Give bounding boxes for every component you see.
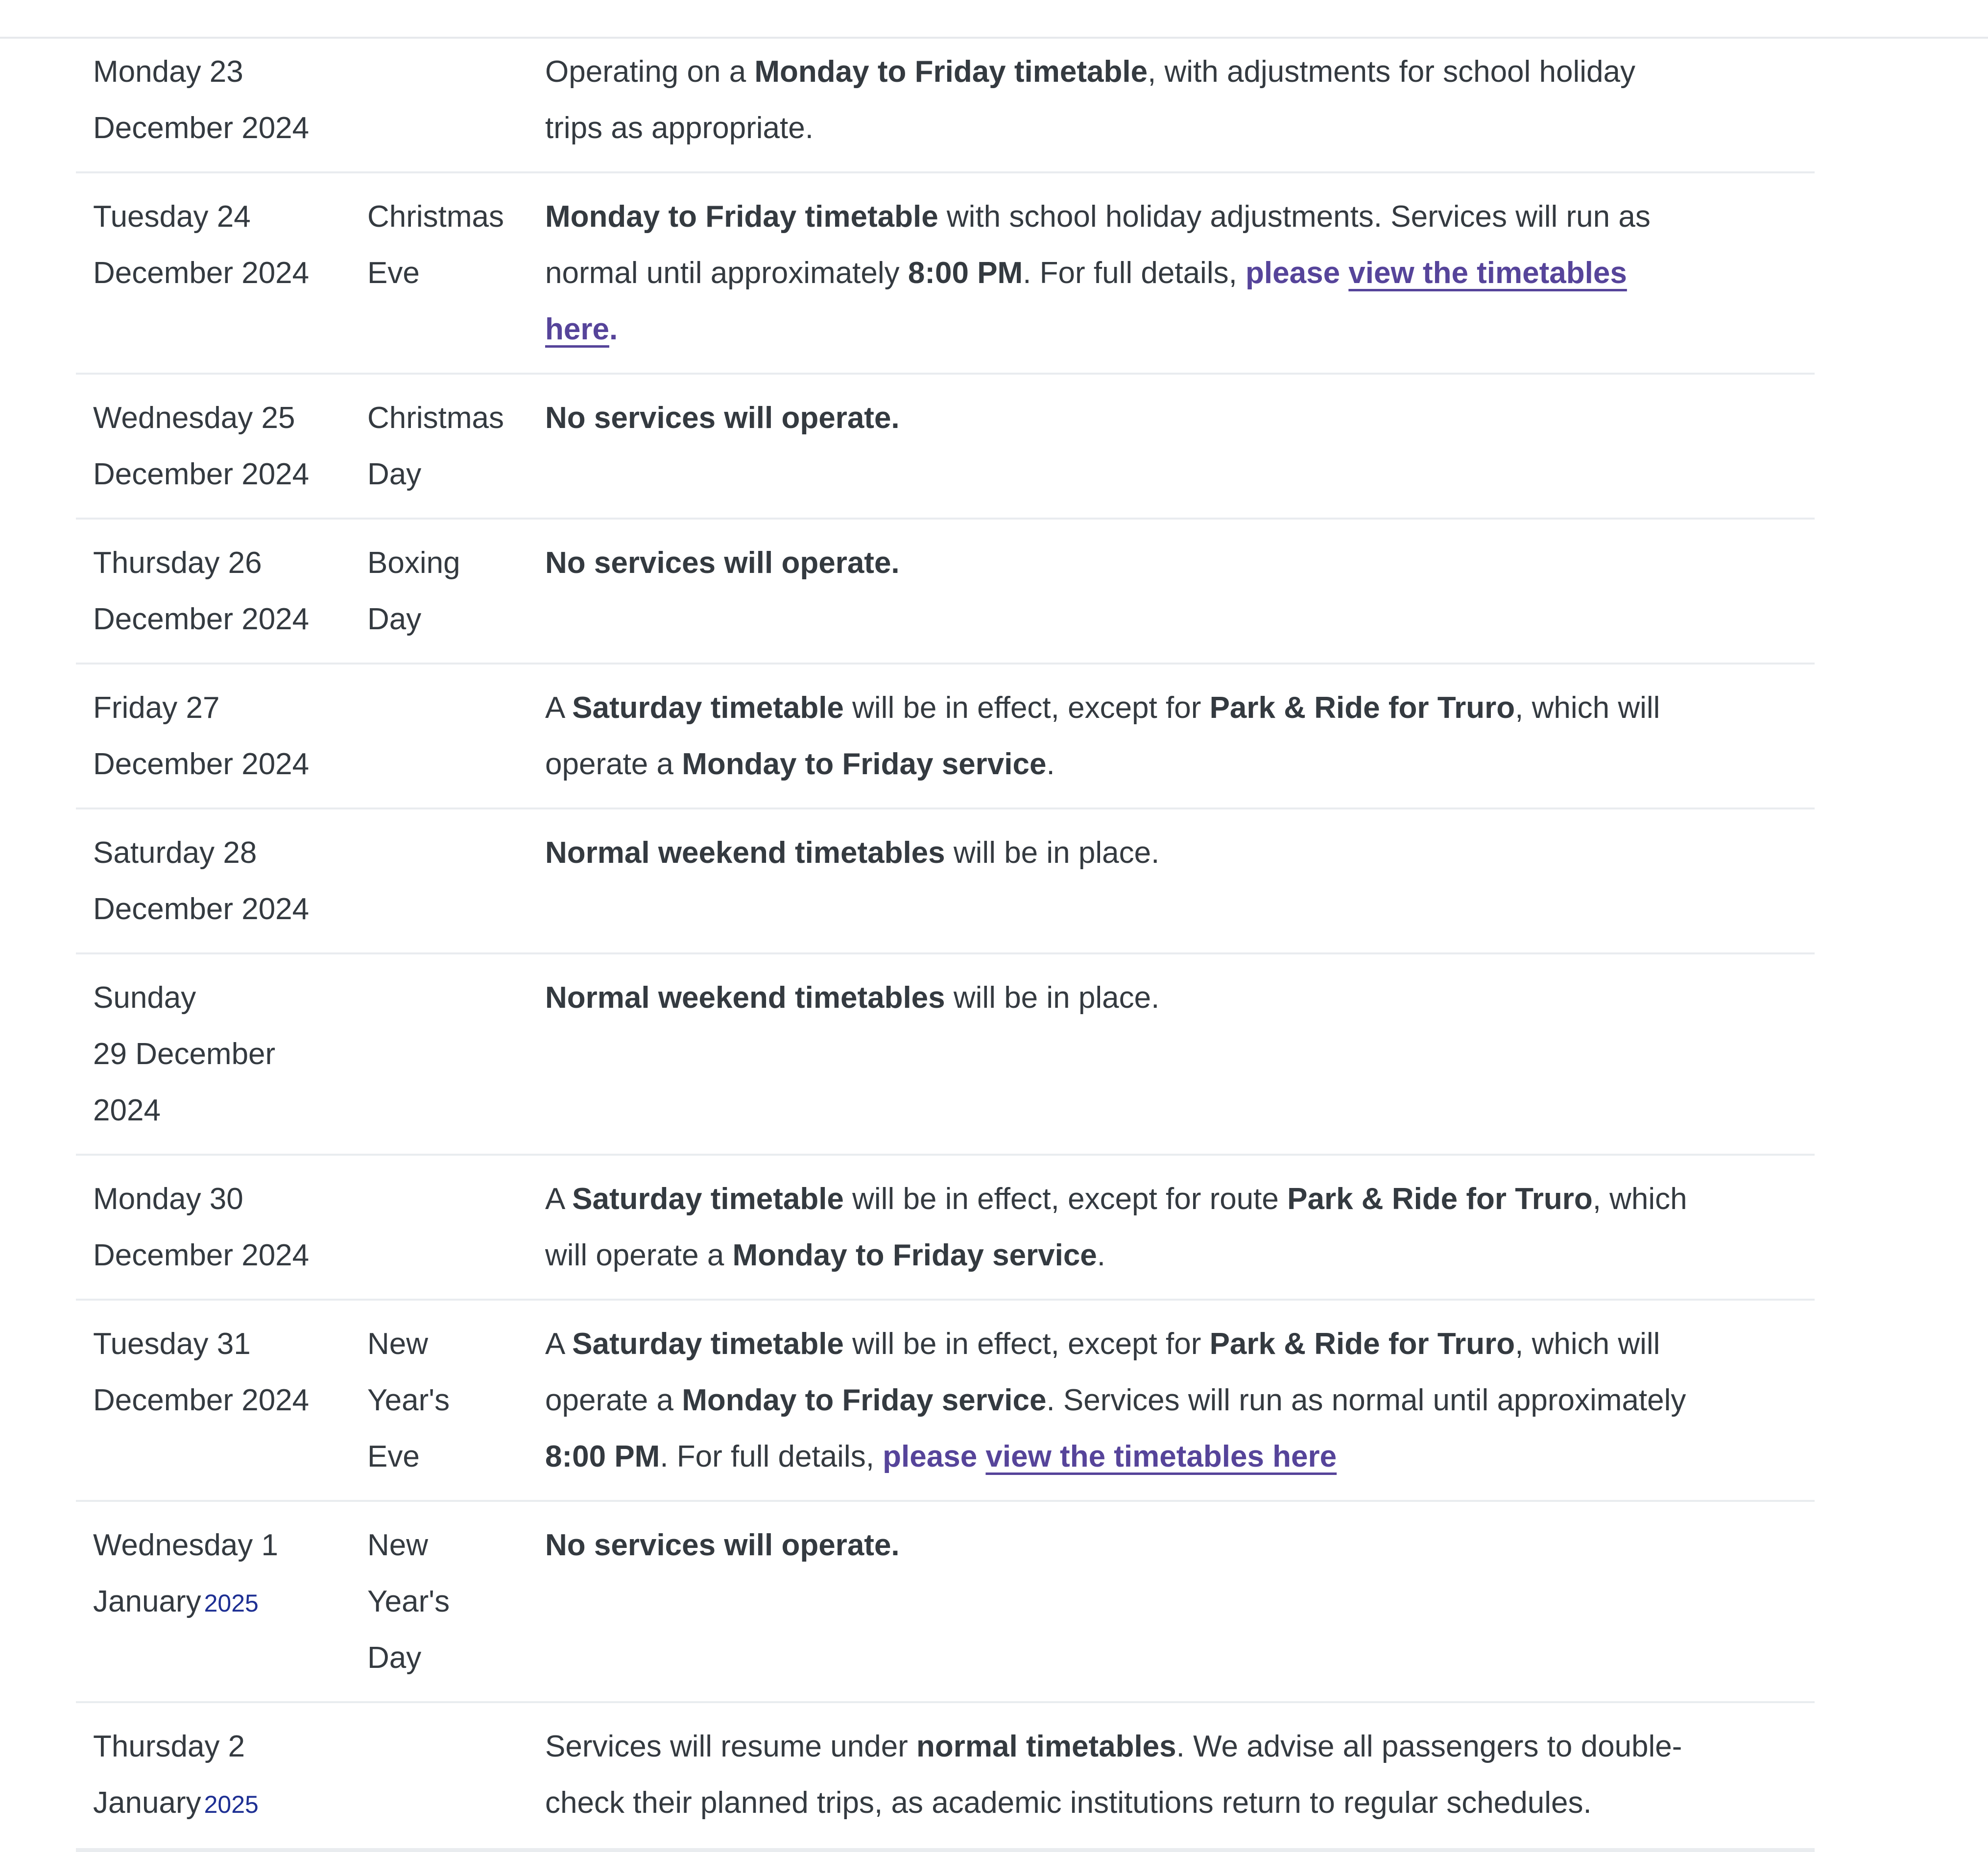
detail-text [545,825,1751,881]
table-row [76,39,1815,171]
date-line [93,189,367,245]
text-run: Monday to Friday timetable [754,55,1148,89]
detail-cell [545,44,1815,156]
view-timetables-link[interactable]: view the timetables [1348,256,1627,290]
text-run: No services will operate. [545,546,900,580]
holiday-line: Eve [367,1440,420,1473]
detail-text [545,390,1751,446]
text-run: will operate a [545,1238,733,1272]
detail-cell [545,825,1815,881]
holiday-cell [367,1517,545,1686]
text-run: will be in effect, except for [843,1327,1210,1361]
holiday-cell [367,535,545,647]
text-run: December 2024 [93,747,310,781]
text-run: , with adjustments for school holiday [1148,55,1636,89]
text-run: Park & Ride for Truro [1209,691,1515,725]
text-run: . We advise all passengers to double- [1176,1730,1682,1763]
text-run: , which will [1515,1327,1660,1361]
date-line [93,446,367,502]
text-run: . Services will run as normal until approximately [1046,1383,1686,1417]
table-row [76,171,1815,373]
detail-cell [545,189,1815,357]
date-line [93,390,367,446]
text-run: Normal weekend timetables [545,836,945,870]
text-run: . [1097,1238,1106,1272]
text-run: Monday 30 [93,1182,243,1216]
date-cell [76,825,367,937]
text-run: operate a [545,1383,682,1417]
text-run: Monday 23 [93,55,243,89]
text-run: A [545,1327,573,1361]
text-run: Saturday timetable [572,1327,844,1361]
text-run: will be in effect, except for route [843,1182,1288,1216]
table-row [76,663,1815,807]
date-cell [76,1718,367,1833]
date-line [93,245,367,301]
detail-cell [545,535,1815,591]
detail-text [545,1316,1751,1485]
date-line [93,825,367,881]
text-run: Monday to Friday service [682,747,1047,781]
detail-cell [545,1718,1815,1831]
text-run: Saturday 28 [93,836,257,870]
table-row [76,1500,1815,1701]
date-line [93,1026,367,1082]
holiday-line: Eve [367,256,420,290]
detail-cell [545,1517,1815,1573]
text-run: December 2024 [93,457,310,491]
date-cell [76,1171,367,1283]
date-line [93,591,367,647]
date-line [93,535,367,591]
detail-text [545,535,1751,591]
holiday-cell [367,189,545,301]
date-line [93,44,367,100]
detail-text [545,189,1751,357]
holiday-line: Day [367,602,422,636]
text-run: Saturday timetable [572,1182,844,1216]
year-2025-badge: 2025 [204,1590,259,1617]
detail-text [545,970,1751,1026]
detail-text [545,680,1751,792]
text-run: . For full details, [1023,256,1246,290]
text-run: A [545,1182,573,1216]
holiday-line: Christmas [367,401,504,435]
holiday-line: Day [367,457,422,491]
text-run: operate a [545,747,682,781]
date-cell [76,44,367,156]
text-run: No services will operate. [545,401,900,435]
detail-text [545,1718,1751,1831]
text-run: Monday to Friday service [682,1383,1047,1417]
text-run: 2024 [93,1093,161,1127]
detail-cell [545,680,1815,792]
text-run: Wednesday 25 [93,401,295,435]
date-line [93,680,367,736]
text-run: Thursday 2 [93,1730,245,1763]
holiday-line: New [367,1528,429,1562]
text-run: will be in effect, except for [843,691,1210,725]
detail-cell [545,390,1815,446]
table-row [76,807,1815,952]
text-run: January [93,1585,201,1618]
text-run: 29 December [93,1037,276,1071]
text-run: check their planned trips, as academic institutions return to regular schedules. [545,1786,1592,1820]
text-run: . [609,312,618,346]
text-run: December 2024 [93,892,310,926]
table-row [76,1299,1815,1500]
holiday-line: Year's [367,1383,450,1417]
year-2025-badge: 2025 [204,1791,259,1818]
table-row [76,373,1815,518]
text-run: Park & Ride for Truro [1209,1327,1515,1361]
holiday-line: Christmas [367,200,504,234]
date-line [93,100,367,156]
text-run: please [1245,256,1349,290]
table-row [76,518,1815,663]
text-run: A [545,691,573,725]
holiday-cell [367,1316,545,1485]
holiday-cell [367,390,545,502]
text-run: will be in place. [945,981,1160,1015]
holiday-line: New [367,1327,429,1361]
date-line [93,1316,367,1372]
text-run: . For full details, [660,1440,883,1473]
text-run: Wednesday 1 [93,1528,278,1562]
text-run: Monday to Friday timetable [545,200,938,234]
text-run: Normal weekend timetables [545,981,945,1015]
text-run: No services will operate. [545,1528,900,1562]
text-run: January [93,1786,201,1820]
date-cell [76,189,367,301]
text-run: December 2024 [93,1238,310,1272]
table-row [76,1701,1815,1852]
detail-text [545,1171,1751,1283]
text-run: please [883,1440,986,1473]
text-run: Friday 27 [93,691,220,725]
date-cell [76,1517,367,1632]
date-line [93,1372,367,1428]
detail-cell [545,970,1815,1026]
text-run: December 2024 [93,256,310,290]
text-run: , which will [1515,691,1660,725]
text-run: . [1046,747,1055,781]
text-run: Tuesday 24 [93,200,251,234]
text-run: Sunday [93,981,196,1015]
text-run: December 2024 [93,602,310,636]
date-line [93,1718,367,1775]
text-run: Park & Ride for Truro [1287,1182,1593,1216]
text-run: Monday to Friday service [732,1238,1097,1272]
text-run: , which [1592,1182,1687,1216]
date-cell [76,1316,367,1428]
date-cell [76,535,367,647]
date-line [93,1227,367,1283]
text-run: Thursday 26 [93,546,262,580]
date-line [93,1573,367,1632]
text-run: normal timetables [916,1730,1176,1763]
date-line [93,970,367,1026]
text-run: trips as appropriate. [545,111,814,145]
holiday-timetable-table [76,39,1815,1852]
holiday-line: Year's [367,1585,450,1618]
date-line [93,736,367,792]
date-line [93,1082,367,1139]
text-run: Services will resume under [545,1730,917,1763]
date-cell [76,390,367,502]
text-run: 8:00 PM [545,1440,660,1473]
date-line [93,1517,367,1573]
date-line [93,881,367,937]
text-run: Tuesday 31 [93,1327,251,1361]
text-run: December 2024 [93,111,310,145]
date-line [93,1171,367,1227]
table-row [76,952,1815,1154]
text-run: Operating on a [545,55,755,89]
holiday-line: Day [367,1641,422,1675]
detail-text [545,1517,1751,1573]
text-run: will be in place. [945,836,1160,870]
detail-cell [545,1171,1815,1283]
view-timetables-link[interactable]: view the timetables here [985,1440,1337,1473]
date-line [93,1775,367,1833]
date-cell [76,970,367,1139]
holiday-line: Boxing [367,546,460,580]
text-run: normal until approximately [545,256,908,290]
text-run: December 2024 [93,1383,310,1417]
date-cell [76,680,367,792]
view-timetables-link[interactable]: here [545,312,609,346]
detail-text [545,44,1751,156]
table-row [76,1154,1815,1299]
detail-cell [545,1316,1815,1485]
text-run: 8:00 PM [908,256,1023,290]
text-run: Saturday timetable [572,691,844,725]
text-run: with school holiday adjustments. Services will run as [938,200,1651,234]
